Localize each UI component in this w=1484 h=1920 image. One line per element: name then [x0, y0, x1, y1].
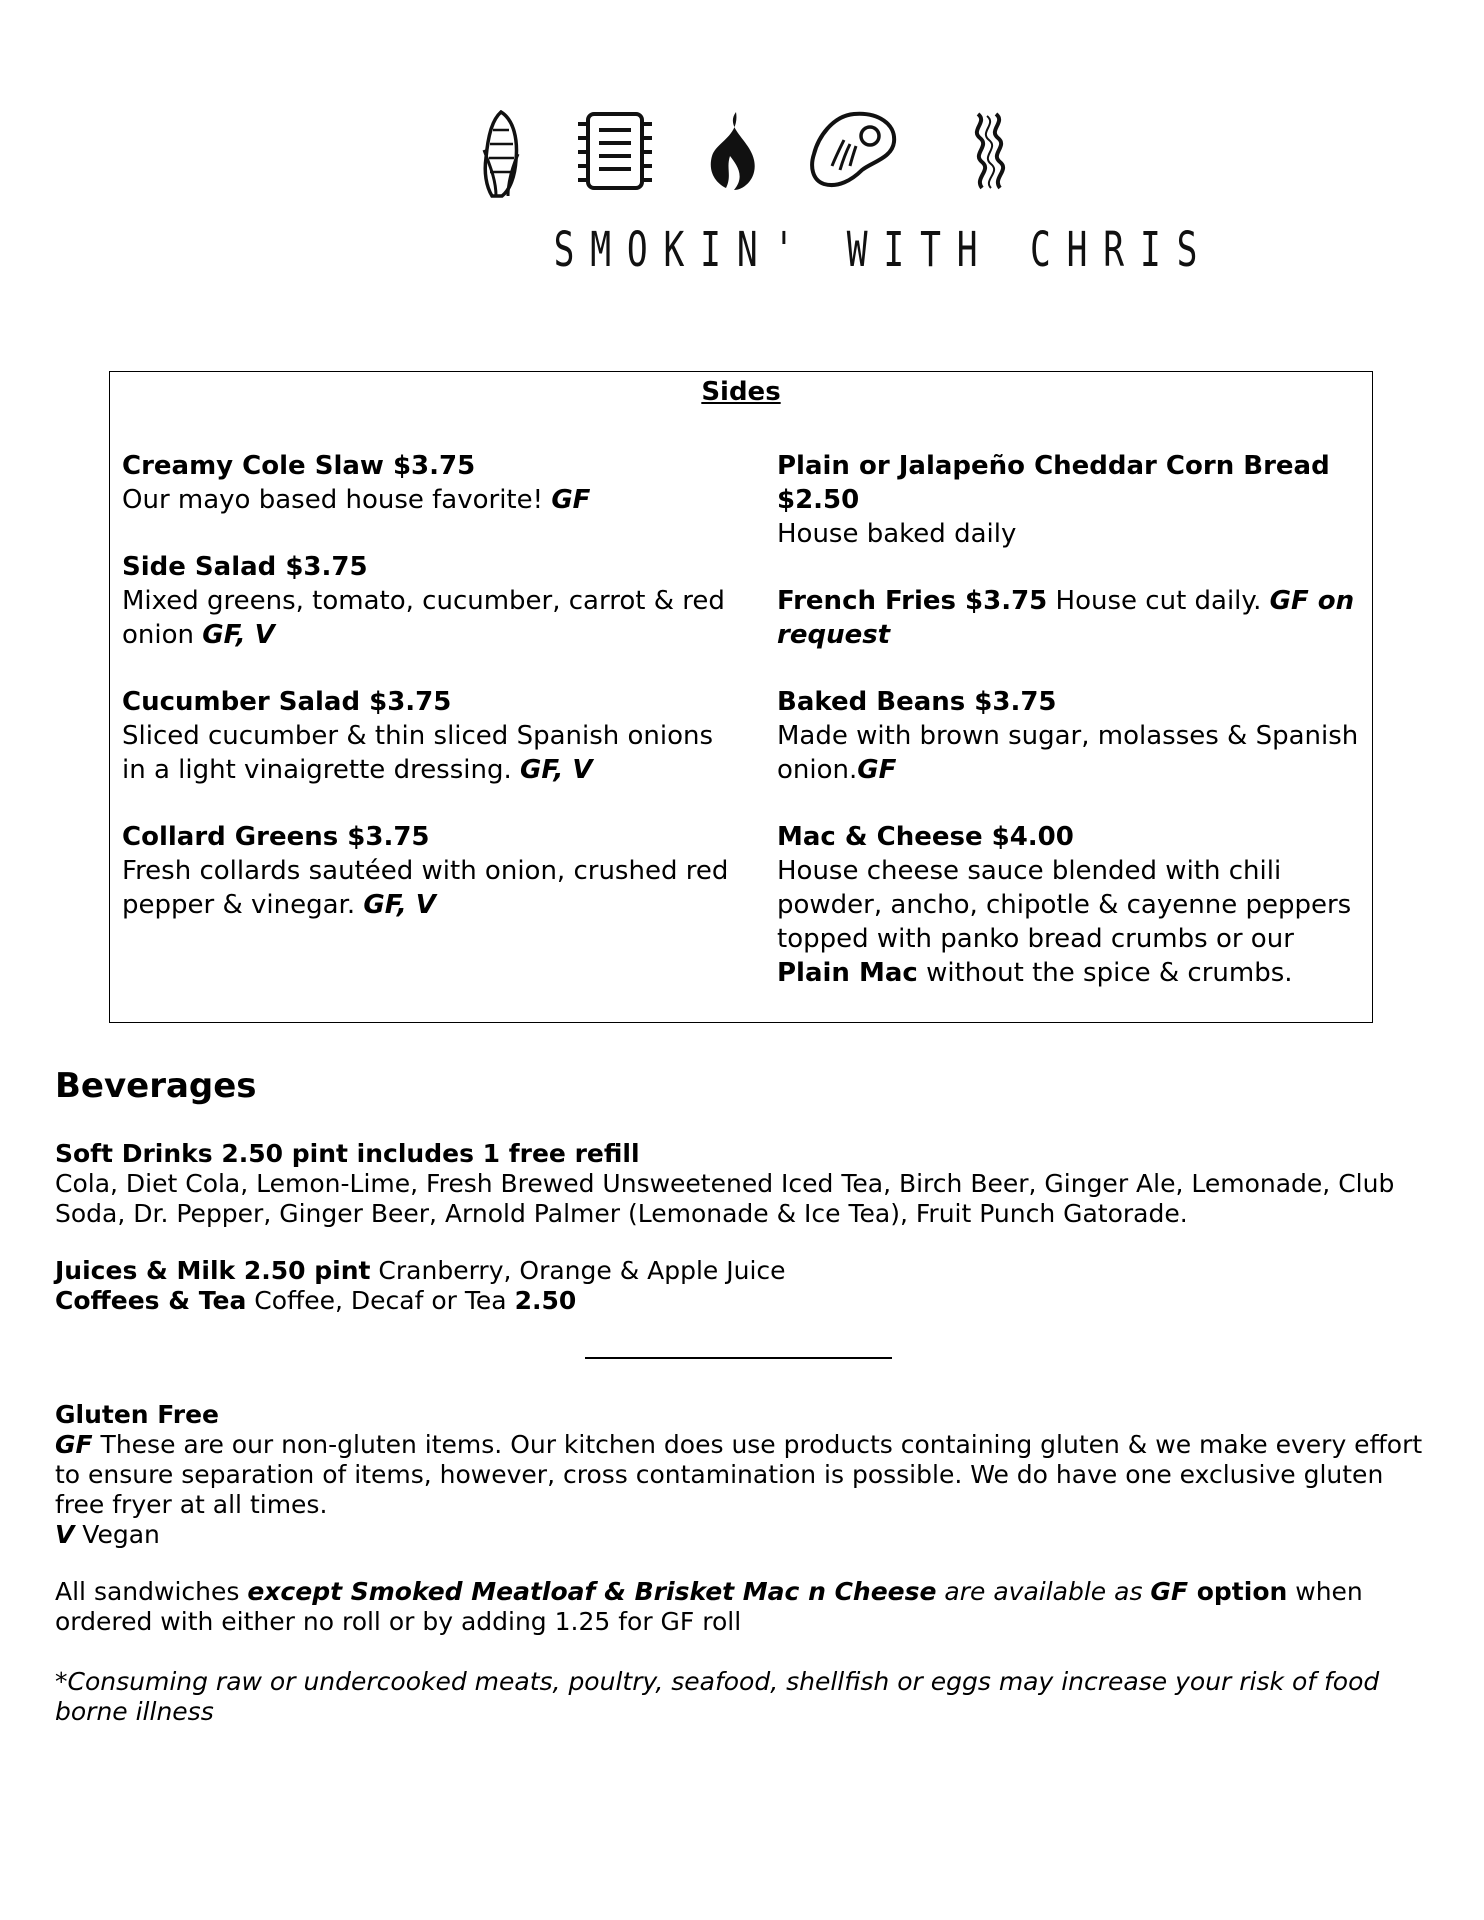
menu-item	[122, 449, 742, 517]
item-name: Cucumber Salad $3.75	[122, 687, 452, 717]
flame-icon	[706, 110, 760, 192]
item-tag: GF	[551, 485, 591, 515]
item-highlight: Plain Mac	[777, 958, 918, 988]
item-tag: GF, V	[202, 620, 275, 650]
gluten-free-section	[55, 1400, 1435, 1550]
v-text: Vegan	[74, 1520, 160, 1549]
item-description	[122, 483, 742, 517]
menu-item	[777, 584, 1367, 652]
coffee-price: 2.50	[514, 1286, 577, 1315]
soft-drinks	[55, 1139, 1435, 1229]
juices-line	[55, 1256, 1435, 1286]
item-desc-text: Sliced cucumber & thin sliced Spanish onions in a light vinaigrette dressing.	[122, 721, 714, 785]
v-tag: V	[55, 1520, 75, 1549]
brand-name: SMOKIN' WITH CHRIS	[553, 222, 1214, 278]
juices-title: Juices & Milk 2.50 pint	[55, 1256, 371, 1285]
soft-drinks-list: Cola, Diet Cola, Lemon-Lime, Fresh Brewed Unsweetened Iced Tea, Birch Beer, Ginger Ale, Lemonade, Club Soda, Dr. Pepper, Ginger Beer, Arnold Palmer (Lemonade & Ice Tea), Fruit Punch Gatorade.	[55, 1169, 1395, 1228]
sandwich-text: when ordered with either no roll or by adding 1.25 for GF roll	[55, 1577, 1363, 1636]
sides-right-column	[777, 449, 1367, 1023]
corn-icon	[478, 110, 524, 198]
item-description: House baked daily	[777, 519, 1017, 549]
juices-coffee	[55, 1256, 1435, 1316]
item-name: Collard Greens $3.75	[122, 822, 430, 852]
item-tag: GF	[857, 755, 897, 785]
steak-icon	[808, 110, 898, 190]
soft-drinks-title: Soft Drinks 2.50 pint includes 1 free refill	[55, 1139, 640, 1168]
item-desc-text: House cut daily.	[1047, 586, 1270, 616]
item-tag: GF, V	[520, 755, 593, 785]
logo	[0, 110, 1484, 280]
sandwich-text: All sandwiches	[55, 1577, 248, 1606]
item-description	[122, 584, 742, 652]
item-name: French Fries $3.75	[777, 586, 1048, 616]
gluten-free-heading: Gluten Free	[55, 1400, 220, 1429]
item-desc-text: Made with brown sugar, molasses & Spanish onion.	[777, 721, 1359, 785]
gf-text: These are our non-gluten items. Our kitchen does use products containing gluten & we make every effort to ensure separation of items, however, cross contamination is possible. We do have one exclusive gluten free fryer at all times.	[55, 1430, 1423, 1519]
coffee-line	[55, 1286, 1435, 1316]
item-description	[122, 719, 742, 787]
sandwich-text: are available as	[936, 1577, 1151, 1606]
coffee-list: Coffee, Decaf or Tea	[246, 1286, 515, 1315]
menu-item	[122, 685, 742, 787]
food-warning: *Consuming raw or undercooked meats, poultry, seafood, shellfish or eggs may increase your risk of food borne illness	[55, 1667, 1380, 1726]
item-desc-text: Our mayo based house favorite!	[122, 485, 552, 515]
item-tag: GF on request	[777, 586, 1355, 650]
sides-title: Sides	[701, 377, 781, 407]
coffee-title: Coffees & Tea	[55, 1286, 247, 1315]
beverages-heading: Beverages	[55, 1066, 257, 1106]
logo-icons	[478, 110, 1018, 200]
item-desc-text: Mixed greens, tomato, cucumber, carrot & red onion	[122, 586, 725, 650]
sides-section	[109, 371, 1373, 1023]
item-name: Plain or Jalapeño Cheddar Corn Bread $2.50	[777, 451, 1330, 515]
item-description	[777, 719, 1367, 787]
juices-list: Cranberry, Orange & Apple Juice	[370, 1256, 786, 1285]
sandwich-exception: except Smoked Meatloaf & Brisket Mac n Cheese	[247, 1577, 937, 1606]
menu-item	[777, 685, 1367, 787]
item-desc-text: Fresh collards sautéed with onion, crushed red pepper & vinegar.	[122, 856, 729, 920]
sides-left-column	[122, 449, 742, 955]
item-description	[122, 854, 742, 922]
menu-item	[777, 449, 1367, 551]
sandwich-option: option	[1188, 1577, 1288, 1606]
menu-item	[122, 820, 742, 922]
item-desc-text: House cheese sauce blended with chili powder, ancho, chipotle & cayenne peppers topped with panko bread crumbs or our	[777, 856, 1352, 954]
sandwich-note	[55, 1577, 1435, 1637]
item-name: Creamy Cole Slaw $3.75	[122, 451, 476, 481]
menu-item	[122, 550, 742, 652]
vegan-note	[55, 1520, 1435, 1550]
bacon-icon	[968, 110, 1008, 192]
item-desc-text: without the spice & crumbs.	[917, 958, 1293, 988]
item-name: Baked Beans $3.75	[777, 687, 1057, 717]
sandwich-gf: GF	[1150, 1577, 1189, 1606]
item-name: Mac & Cheese $4.00	[777, 822, 1074, 852]
ribs-icon	[575, 110, 655, 192]
menu-item	[777, 820, 1367, 990]
item-description	[777, 854, 1367, 990]
item-name: Side Salad $3.75	[122, 552, 368, 582]
divider	[585, 1357, 892, 1359]
gf-tag: GF	[55, 1430, 93, 1459]
item-tag: GF, V	[363, 890, 436, 920]
gf-note	[55, 1430, 1435, 1520]
